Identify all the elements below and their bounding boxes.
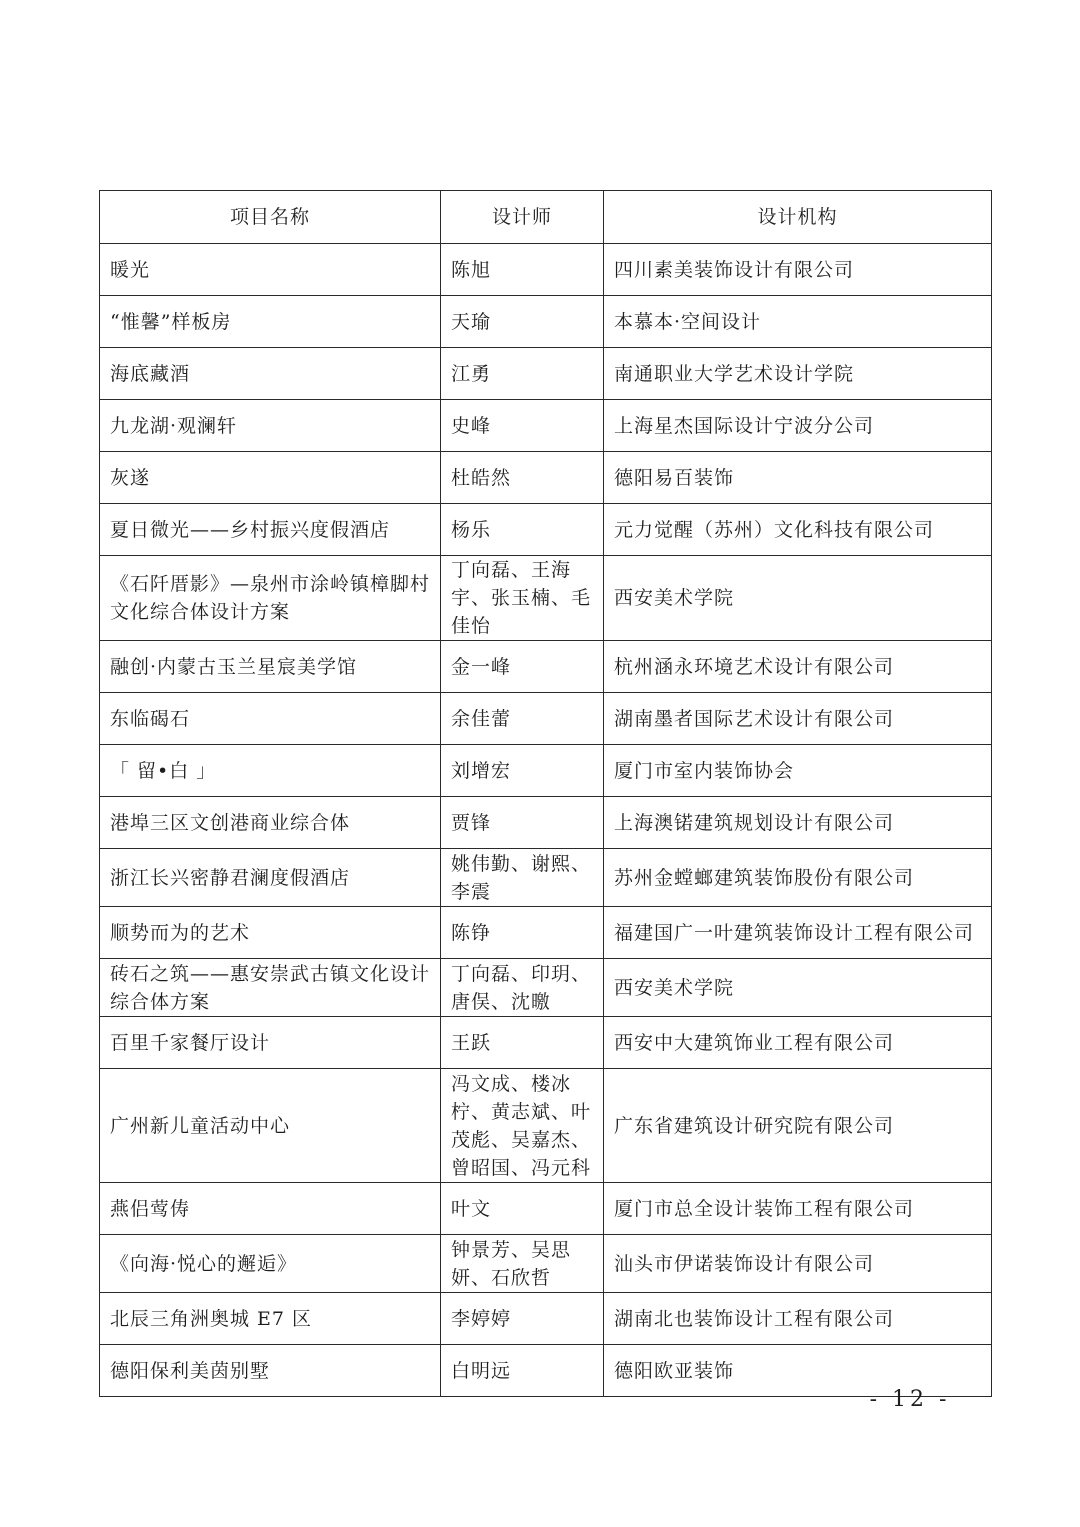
project-cell: 《石阡厝影》—泉州市涂岭镇樟脚村文化综合体设计方案: [100, 556, 441, 641]
project-cell: “惟馨”样板房: [100, 296, 441, 348]
table-row: [100, 1069, 992, 1183]
designer-cell: 叶文: [441, 1183, 604, 1235]
designer-cell: 陈旭: [441, 244, 604, 296]
project-cell: 暖光: [100, 244, 441, 296]
designer-cell: 史峰: [441, 400, 604, 452]
table-row: [100, 1345, 992, 1397]
table-row: [100, 693, 992, 745]
organization-cell: 元力觉醒（苏州）文化科技有限公司: [604, 504, 992, 556]
organization-cell: 上海星杰国际设计宁波分公司: [604, 400, 992, 452]
table-row: [100, 556, 992, 641]
table-row: [100, 296, 992, 348]
table-row: [100, 1235, 992, 1293]
header-designer: 设计师: [441, 191, 604, 244]
designer-cell: 姚伟勤、谢熙、李震: [441, 849, 604, 907]
project-cell: 灰遂: [100, 452, 441, 504]
table-row: [100, 348, 992, 400]
project-cell: 顺势而为的艺术: [100, 907, 441, 959]
organization-cell: 上海澳锘建筑规划设计有限公司: [604, 797, 992, 849]
table-row: [100, 641, 992, 693]
designer-cell: 冯文成、楼冰柠、黄志斌、叶茂彪、吴嘉杰、曾昭国、冯元科: [441, 1069, 604, 1183]
designer-cell: 江勇: [441, 348, 604, 400]
table-row: [100, 1017, 992, 1069]
table-header-row: [100, 191, 992, 244]
organization-cell: 杭州涵永环境艺术设计有限公司: [604, 641, 992, 693]
organization-cell: 德阳欧亚装饰: [604, 1345, 992, 1397]
designer-cell: 白明远: [441, 1345, 604, 1397]
organization-cell: 西安中大建筑饰业工程有限公司: [604, 1017, 992, 1069]
organization-cell: 四川素美装饰设计有限公司: [604, 244, 992, 296]
award-table: [99, 190, 992, 1397]
designer-cell: 陈铮: [441, 907, 604, 959]
organization-cell: 广东省建筑设计研究院有限公司: [604, 1069, 992, 1183]
project-cell: 北辰三角洲奥城 E7 区: [100, 1293, 441, 1345]
organization-cell: 汕头市伊诺装饰设计有限公司: [604, 1235, 992, 1293]
header-project: 项目名称: [100, 191, 441, 244]
organization-cell: 厦门市总全设计装饰工程有限公司: [604, 1183, 992, 1235]
project-cell: 燕侣莺俦: [100, 1183, 441, 1235]
organization-cell: 南通职业大学艺术设计学院: [604, 348, 992, 400]
project-cell: 「 留•白 」: [100, 745, 441, 797]
organization-cell: 德阳易百装饰: [604, 452, 992, 504]
project-cell: 夏日微光——乡村振兴度假酒店: [100, 504, 441, 556]
table-row: [100, 504, 992, 556]
project-cell: 融创·内蒙古玉兰星宸美学馆: [100, 641, 441, 693]
project-cell: 百里千家餐厅设计: [100, 1017, 441, 1069]
designer-cell: 天瑜: [441, 296, 604, 348]
page-number: - 12 -: [869, 1387, 951, 1412]
table-row: [100, 745, 992, 797]
project-cell: 广州新儿童活动中心: [100, 1069, 441, 1183]
table-row: [100, 959, 992, 1017]
organization-cell: 湖南北也装饰设计工程有限公司: [604, 1293, 992, 1345]
organization-cell: 福建国广一叶建筑装饰设计工程有限公司: [604, 907, 992, 959]
table-row: [100, 907, 992, 959]
designer-cell: 王跃: [441, 1017, 604, 1069]
designer-cell: 丁向磊、印玥、唐俣、沈曒: [441, 959, 604, 1017]
organization-cell: 湖南墨者国际艺术设计有限公司: [604, 693, 992, 745]
organization-cell: 本慕本·空间设计: [604, 296, 992, 348]
designer-cell: 余佳蕾: [441, 693, 604, 745]
project-cell: 东临碣石: [100, 693, 441, 745]
table-row: [100, 797, 992, 849]
project-cell: 《向海·悦心的邂逅》: [100, 1235, 441, 1293]
organization-cell: 苏州金螳螂建筑装饰股份有限公司: [604, 849, 992, 907]
table-row: [100, 849, 992, 907]
project-cell: 砖石之筑——惠安崇武古镇文化设计综合体方案: [100, 959, 441, 1017]
designer-cell: 金一峰: [441, 641, 604, 693]
table-row: [100, 1183, 992, 1235]
organization-cell: 西安美术学院: [604, 556, 992, 641]
designer-cell: 杨乐: [441, 504, 604, 556]
table-row: [100, 400, 992, 452]
designer-cell: 杜皓然: [441, 452, 604, 504]
designer-cell: 贾锋: [441, 797, 604, 849]
header-organization: 设计机构: [604, 191, 992, 244]
project-cell: 海底藏酒: [100, 348, 441, 400]
table-row: [100, 1293, 992, 1345]
organization-cell: 西安美术学院: [604, 959, 992, 1017]
organization-cell: 厦门市室内装饰协会: [604, 745, 992, 797]
designer-cell: 丁向磊、王海宇、张玉楠、毛佳怡: [441, 556, 604, 641]
project-cell: 德阳保利美茵别墅: [100, 1345, 441, 1397]
table-row: [100, 452, 992, 504]
designer-cell: 刘增宏: [441, 745, 604, 797]
project-cell: 港埠三区文创港商业综合体: [100, 797, 441, 849]
project-cell: 浙江长兴密静君澜度假酒店: [100, 849, 441, 907]
designer-cell: 李婷婷: [441, 1293, 604, 1345]
designer-cell: 钟景芳、吴思妍、石欣哲: [441, 1235, 604, 1293]
project-cell: 九龙湖·观澜轩: [100, 400, 441, 452]
table-row: [100, 244, 992, 296]
